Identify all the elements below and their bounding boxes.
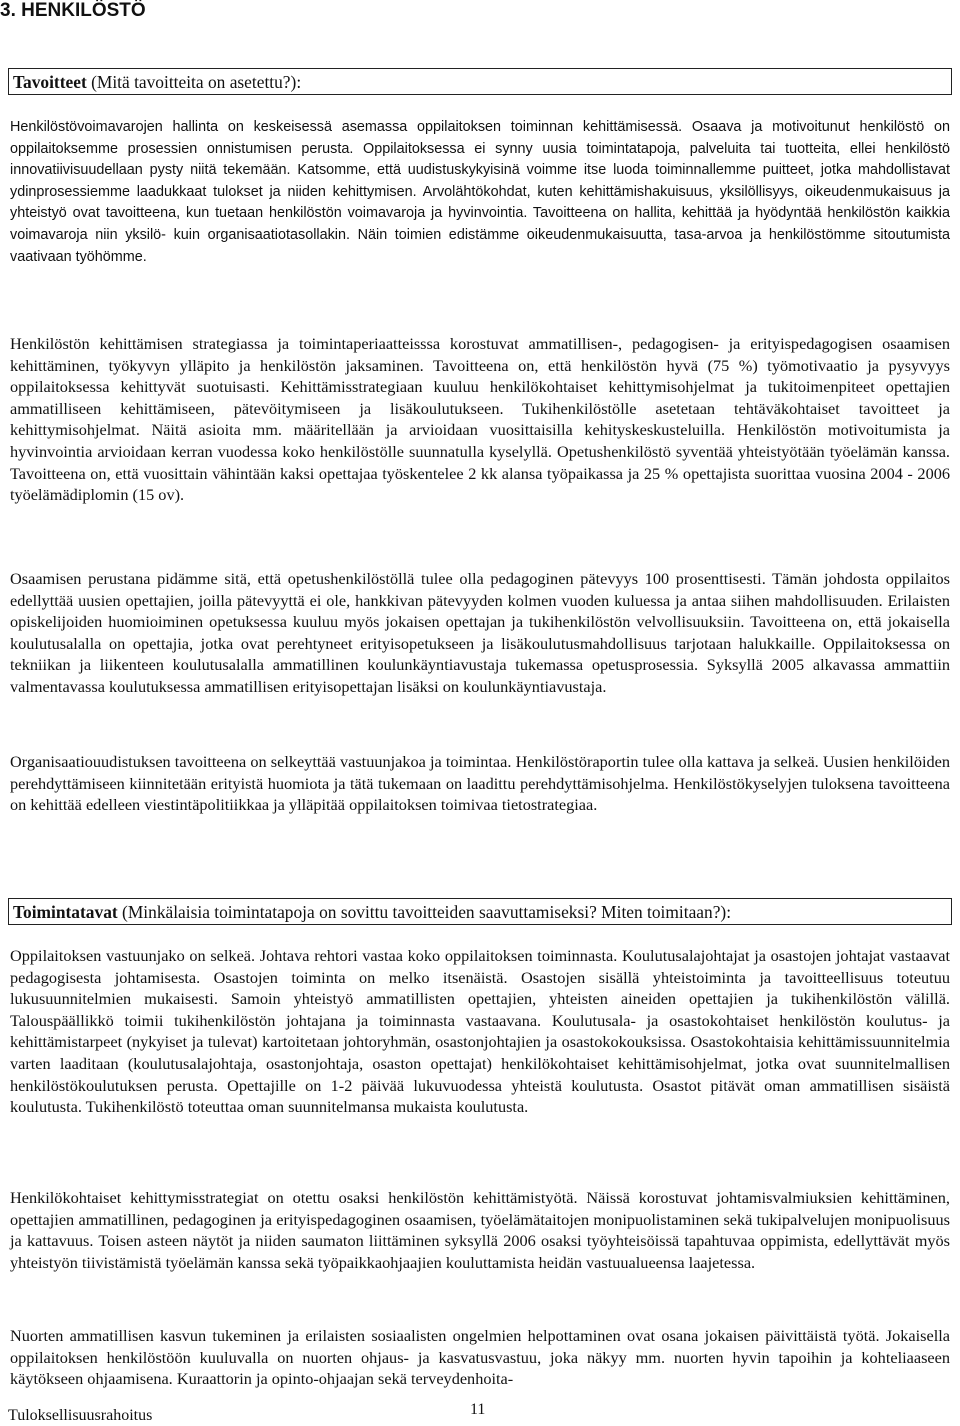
section-heading: 3. HENKILÖSTÖ <box>0 0 146 21</box>
methods-paragraph-3: Nuorten ammatillisen kasvun tukeminen ja erilaisten sosiaalisten ongelmien helpottaminen ovat osana jokaisen päivittäistä työtä. Jokaisella oppilaitoksen henkilöstöön kuuluvalla on nuorten ohjaus- ja kasvatusvastuu, joka näkyy mm. nuorten hyvin tapoihin ja kohteliaaseen käytökseen ohjaamisena. Kuraattorin ja opinto-ohjaajan sekä terveydenhoita- <box>10 1326 950 1389</box>
methods-paragraph-2: Henkilökohtaiset kehittymisstrategiat on otettu osaksi henkilöstön kehittämistyötä. Näissä korostuvat johtamisvalmiuksien kehittäminen, opettajien ammatillinen, pedagoginen ja erityispedagoginen osaamisen, työelämätaitojen monipuolistaminen sekä tukipalvelujen monipuolisuus ja kattavuus. Toisen asteen näytöt ja niiden saumaton liittäminen syksyllä 2006 osaksi työyhteisöissä tapahtuvaa oppimista, edellyttävät myös yhteistyön tiivistämistä työelämän kanssa sekä työpaikkaohjaajien kouluttamista heidän vastuualueensa laajetessa. <box>10 1188 950 1272</box>
methods-heading-question: (Minkälaisia toimintatapoja on sovittu tavoitteiden saavuttamiseksi? Miten toimitaan?): <box>117 902 732 922</box>
footer-label: Tuloksellisuusrahoitus <box>8 1407 153 1424</box>
goals-paragraph-2: Henkilöstön kehittämisen strategiassa ja toimintaperiaatteisssa korostuvat ammatillisen-, pedagogisen- ja erityispedagogisen osaamisen kehittäminen, työkyvyn ylläpito ja henkilöstön jaksaminen. Tavoitteena on, että henkilöstön hyvä (75 %) työmotivaatio ja pysyvyys oppilaitoksessa kehittyvät suotuisasti. Kehittämisstrategiaan kuuluu henkilökohtaiset kehittymisohjelmat ja tukitoimenpiteet opettajien ammatilliseen kehittämiseen, pätevöitymiseen ja lisäkoulutukseen. Tukihenkilöstölle asetetaan tehtäväkohtaiset tavoitteet ja kehittymisohjelmat. Näitä asioita mm. määritellään ja arvioidaan vuosittaisilla kehityskeskusteluilla. Henkilöstön motivoitumista ja hyvinvointia arvioidaan kerran vuodessa koko henkilöstölle suunnatulla kyselyllä. Opetushenkilöstö syventää yhteistyötään työelämän kanssa. Tavoitteena on, että vuosittain vähintään kaksi opettajaa työskentelee 2 kk alansa työpaikassa ja 25 % opettajista suorittaa vuosina 2004 - 2006 työelämädiplomin (15 ov). <box>10 334 950 505</box>
page-number: 11 <box>470 1401 486 1418</box>
goals-paragraph-1: Henkilöstövoimavarojen hallinta on keskeisessä asemassa oppilaitoksen toiminnan kehittämisessä. Osaava ja motivoitunut henkilöstö on oppilaitoksemme prosessien onnistumisen perusta. Oppilaitoksessa ei synny uusia toimintatapoja, palveluita tai tuotteita, ellei henkilöstö innovatiivisuudellaan pysty niitä tekemään. Katsomme, että uudistuskykyisinä voimme itse luoda toiminnallemme puitteet, jotka mahdollistavat ydinprosessiemme laadukkaat tulokset ja niiden kehittymisen. Arvolähtökohdat, kuten kehittämishakuisuus, yksilöllisyys, oikeudenmukaisuus ja yhteistyö ovat tavoitteena, kun tuetaan henkilöstön voimavaroja ja hyvinvointia. Tavoitteena on hallita, kehittää ja hyödyntää henkilöstön kaikkia voimavaroja niin yksilö- kuin organisaatiotasollakin. Näin toimien edistämme oikeudenmukaisuutta, tasa-arvoa ja henkilöstömme sitoutumista vaativaan työhömme. <box>10 119 950 265</box>
goals-paragraph-4: Organisaatiouudistuksen tavoitteena on selkeyttää vastuunjakoa ja toimintaa. Henkilöstöraportin tulee olla kattava ja selkeä. Uusien henkilöiden perehdyttämiseen kiinnitetään erityistä huomiota ja tätä tukemaan on laadittu perehdyttämisohjelma. Henkilöstökyselyjen tuloksena tavoitteena on kehittää edelleen viestintäpolitiikkaa ja ylläpitää oppilaitoksen toimivaa tietostrategiaa. <box>10 752 950 815</box>
methods-heading <box>8 898 952 925</box>
methods-heading-label: Toimintatavat <box>13 902 118 922</box>
goals-heading-label: Tavoitteet <box>13 72 87 92</box>
methods-paragraph-1: Oppilaitoksen vastuunjako on selkeä. Johtava rehtori vastaa koko oppilaitoksen toiminnasta. Koulutusalajohtajat ja osastojen johtajat vastaavat pedagogisesta johtamisesta. Osastojen toiminta on melko itsenäistä. Osastojen sisällä yhteistoiminta ja tavoitteellisuus toteutuu lukusuunnitelmien mukaisesti. Samoin yhteistyö ammatillisten opettajien, yhteisten aineiden opettajien ja tukihenkilöstön välillä. Talouspäällikkö toimii tukihenkilöstön johtajana ja toiminnasta vastaavana. Koulutusala- ja osastokohtaiset henkilöstön koulutus- ja kehittämistarpeet (nykyiset ja tulevat) kartoitetaan johtoryhmän, osastonjohtajien ja osastokokouksissa. Osastokohtaisia kehittämissuunnitelmia varten laaditaan (koulutusalajohtaja, osastonjohtaja, osaston opettajat) henkilökohtaiset kehittämisohjelmat, jotka ovat suunnitelmallisen henkilöstökoulutuksen perusta. Opettajille on 1-2 päivää lukuvuodessa yhteistä koulutusta. Osastot pitävät oman ammatillisen sisäistä koulutusta. Tukihenkilöstö toteuttaa oman suunnitelmansa mukaista koulutusta. <box>10 946 950 1117</box>
goals-heading-question: (Mitä tavoitteita on asetettu?): <box>86 72 302 92</box>
goals-heading <box>8 68 952 95</box>
goals-paragraph-3: Osaamisen perustana pidämme sitä, että opetushenkilöstöllä tulee olla pedagoginen pätevyys 100 prosenttisesti. Tämän johdosta oppilaitos edellyttää uusien opettajien, joilla pätevyyttä ei ole, hankkivan pätevyyden kolmen vuoden kuluessa ja antaa siihen mahdollisuuden. Erilaisten opiskelijoiden huomioiminen opetuksessa kuuluu myös jokaisen opettajan ja tukihenkilöstön velvollisuuksiin. Tavoitteena on, että jokaisella koulutusalalla on opettajia, jotka ovat perehtyneet erityisopetukseen ja lisäkoulutusmahdollisuus tarjotaan halukkaille. Oppilaitoksessa on tekniikan ja liikenteen koulutusalalla ammatillinen koulunkäyntiavustaja tukemassa opetusprosessia. Syksyllä 2005 alkavassa ammattiin valmentavassa koulutuksessa ammatillisen erityisopettajan lisäksi on koulunkäyntiavustaja. <box>10 569 950 696</box>
